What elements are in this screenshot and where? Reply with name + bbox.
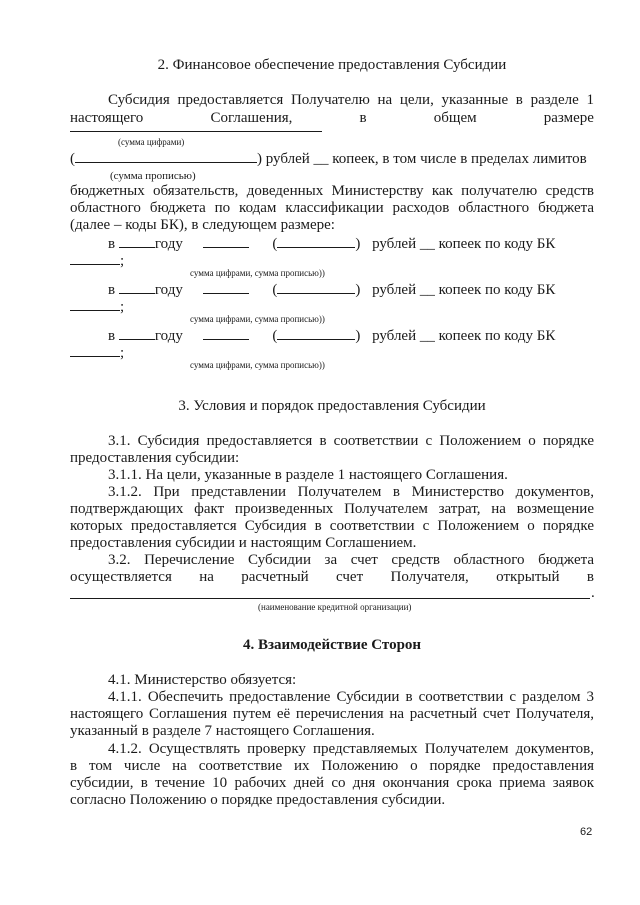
s3-paragraph-line: 3.1.2. При представлении Получателем в Министерство документов, — [108, 484, 594, 500]
word: расчетный — [241, 569, 309, 585]
s3-paragraph-line: предоставления субсидии: — [70, 450, 240, 466]
row-v: в — [108, 236, 116, 252]
section-2-heading: 2. Финансовое обеспечение предоставления Субсидии — [157, 57, 507, 73]
year-blank — [119, 235, 155, 248]
page-number: 62 — [580, 826, 593, 838]
s3-paragraph-line — [70, 569, 594, 586]
kbk-blank — [70, 252, 120, 265]
row-year: году — [154, 282, 183, 298]
row-caption-3: сумма цифрами, сумма прописью)) — [190, 360, 325, 370]
s3-paragraph-line: 3.1. Субсидия предоставляется в соответствии с Положением о порядке — [108, 433, 594, 449]
row-end-3 — [70, 344, 124, 362]
word: осуществляется — [70, 569, 172, 585]
word: Соглашения, — [210, 110, 293, 126]
kbk-blank — [70, 344, 120, 357]
row-caption-1: сумма цифрами, сумма прописью)) — [190, 268, 325, 278]
row-v: в — [108, 282, 116, 298]
word: размере — [543, 110, 594, 126]
s3-paragraph-line: которых предоставляется Субсидия в соответствии с Положением о порядке — [70, 518, 594, 534]
words-blank — [277, 327, 355, 340]
amount-words-line: ( ) рублей __ копеек, в том числе в пределах лимитов — [70, 151, 587, 167]
section-4-heading: 4. Взаимодействие Сторон — [242, 637, 422, 653]
s3-paragraph-line: предоставления субсидии и настоящим Соглашением. — [70, 535, 417, 551]
words-blank — [277, 235, 355, 248]
digits-blank — [203, 327, 249, 340]
s2-paragraph-line: (далее – коды БК), в следующем размере: — [70, 217, 335, 233]
s2-paragraph-line — [70, 110, 594, 127]
s3-paragraph-line: 3.1.1. На цели, указанные в разделе 1 настоящего Соглашения. — [108, 467, 508, 483]
word: в — [586, 569, 594, 585]
row-year: году — [154, 328, 183, 344]
row-end-1 — [70, 252, 124, 270]
row-v: в — [108, 328, 116, 344]
s2-paragraph-line: Субсидия предоставляется Получателю на цели, указанные в разделе 1 — [108, 92, 594, 108]
digits-blank — [203, 281, 249, 294]
rub-text: ) рублей __ копеек, в том числе в пределах лимитов — [257, 151, 587, 167]
row-tail: рублей __ копеек по коду БК — [372, 282, 556, 298]
s4-paragraph-line: настоящего Соглашения путем её перечисления на расчетный счет Получателя, — [70, 706, 594, 722]
year-row-3: в году ( ) рублей __ копеек по коду БК — [108, 328, 556, 344]
s4-paragraph-line: субсидии, в течение 10 рабочих дней со дня окончания срока приема заявок — [70, 775, 594, 791]
words-blank — [277, 281, 355, 294]
s4-paragraph-line: указанный в разделе 7 настоящего Соглашения. — [70, 723, 375, 739]
s2-paragraph-line: бюджетных обязательств, доведенных Министерству как получателю средств — [70, 183, 594, 199]
row-end: ; — [120, 345, 125, 361]
s4-paragraph-line: 4.1.2. Осуществлять проверку представляемых Получателем документов, — [108, 741, 594, 757]
section-3-heading: 3. Условия и порядок предоставления Субсидии — [178, 398, 486, 414]
word: общем — [433, 110, 477, 126]
word: на — [199, 569, 214, 585]
year-blank — [119, 281, 155, 294]
s4-paragraph-line: 4.1. Министерство обязуется: — [108, 672, 297, 688]
row-end: ; — [120, 299, 125, 315]
year-blank — [119, 327, 155, 340]
s3-paragraph-line: 3.2. Перечисление Субсидии за счет средств областного бюджета — [108, 552, 594, 568]
word: Получателя, — [390, 569, 469, 585]
year-row-1: в году ( ) рублей __ копеек по коду БК — [108, 236, 556, 252]
amount-words-blank — [75, 150, 257, 163]
kbk-blank — [70, 298, 120, 311]
row-end: ; — [120, 253, 125, 269]
word: счет — [336, 569, 364, 585]
bank-line-end: . — [591, 585, 595, 601]
row-end-2 — [70, 298, 124, 316]
caption-bank: (наименование кредитной организации) — [258, 602, 412, 612]
bank-name-line — [70, 598, 590, 599]
s4-paragraph-line: в том числе на соответствие их Положению о порядке предоставления — [70, 758, 594, 774]
row-caption-2: сумма цифрами, сумма прописью)) — [190, 314, 325, 324]
word: в — [359, 110, 367, 126]
amount-digits-line — [70, 131, 322, 132]
word: настоящего — [70, 110, 144, 126]
caption-words: (сумма прописью) — [110, 170, 196, 182]
year-row-2: в году ( ) рублей __ копеек по коду БК — [108, 282, 556, 298]
word: открытый — [496, 569, 560, 585]
row-year: году — [154, 236, 183, 252]
s4-paragraph-line: согласно Положению о порядке предоставления субсидии. — [70, 792, 446, 808]
s2-paragraph-line: областного бюджета по кодам классификации расходов областного бюджета — [70, 200, 594, 216]
s3-paragraph-line: подтверждающих факт произведенных Получателем затрат, на возмещение — [70, 501, 594, 517]
s4-paragraph-line: 4.1.1. Обеспечить предоставление Субсидии в соответствии с разделом 3 — [108, 689, 594, 705]
digits-blank — [203, 235, 249, 248]
row-tail: рублей __ копеек по коду БК — [372, 236, 556, 252]
caption-digits: (сумма цифрами) — [118, 137, 185, 147]
row-tail: рублей __ копеек по коду БК — [372, 328, 556, 344]
